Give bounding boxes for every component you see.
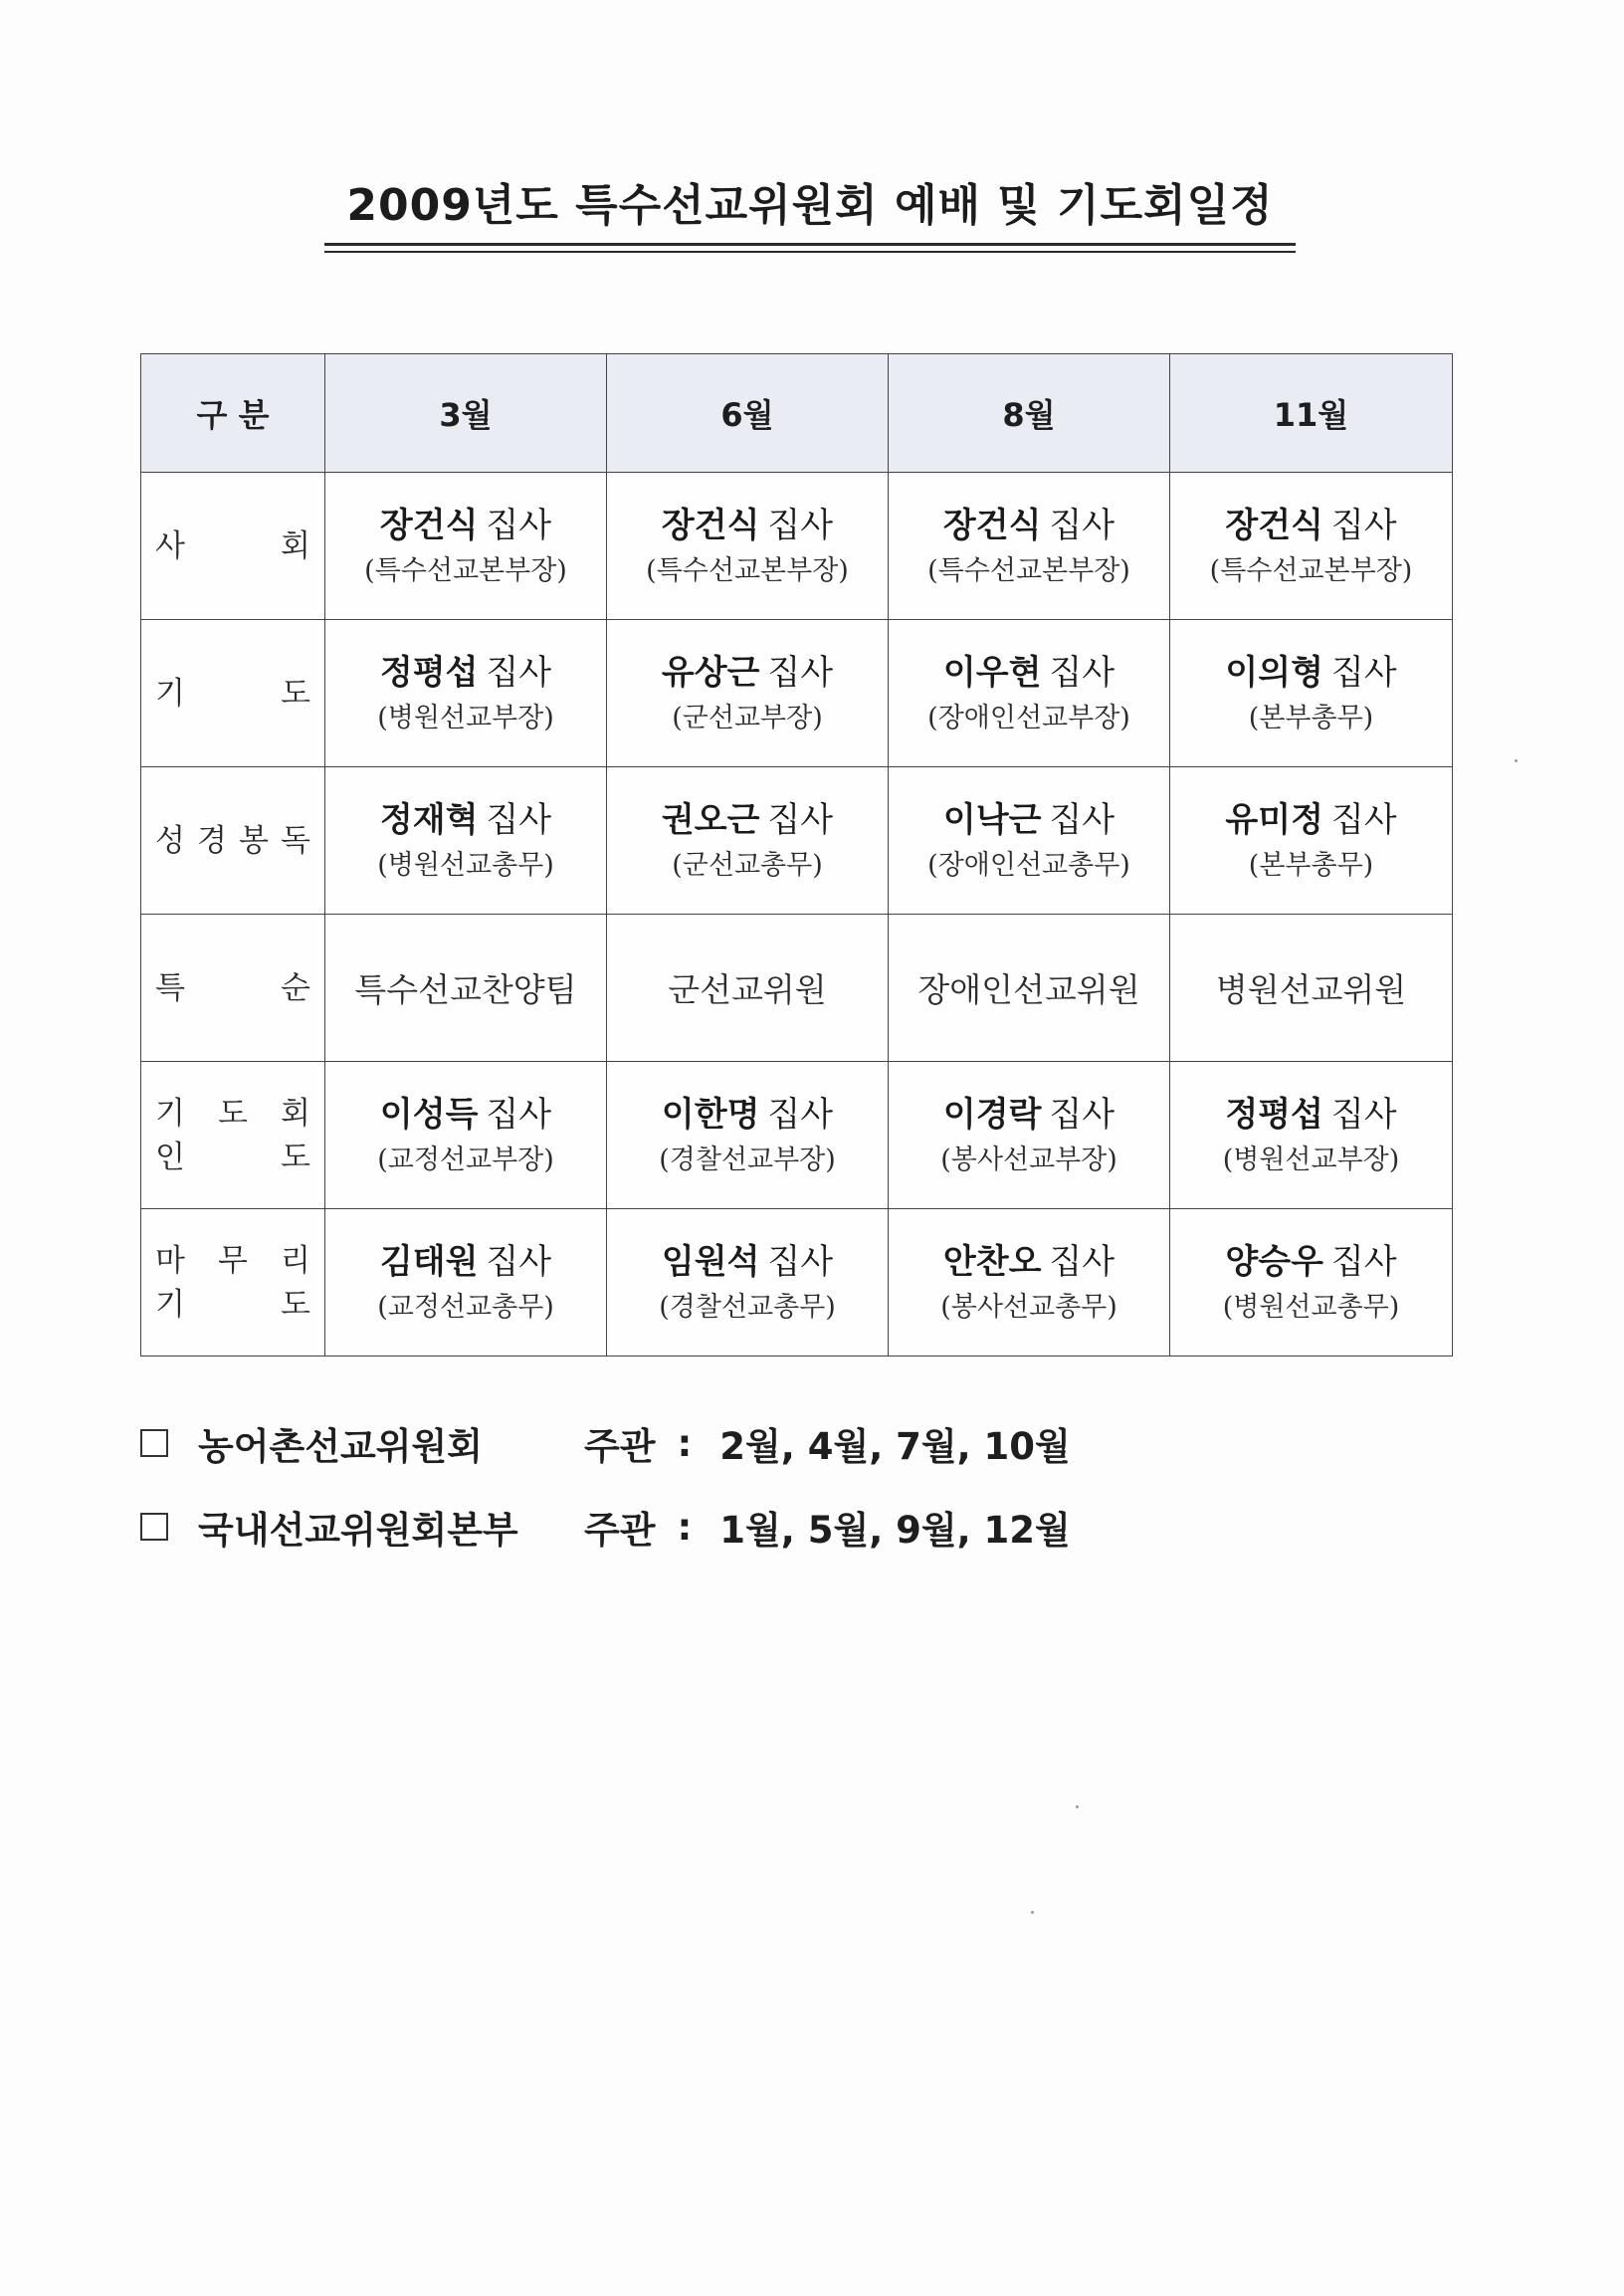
- person-role: (경찰선교총무): [659, 1291, 836, 1323]
- row-label-line: 기 도: [155, 1286, 310, 1323]
- person-role: (군선교부장): [672, 702, 823, 733]
- person-name: 김태원: [379, 1241, 479, 1282]
- table-cell: [325, 1209, 607, 1357]
- table-cell: [325, 620, 607, 767]
- note-months: 1월, 5월, 9월, 12월: [719, 1509, 1071, 1552]
- person-role: (본부총무): [1248, 702, 1374, 733]
- table-cell: [607, 620, 889, 767]
- note-organization: 농어촌선교위원회: [198, 1425, 483, 1468]
- person-name: 이의형: [1225, 652, 1323, 693]
- table-cell: [325, 1062, 607, 1209]
- person-role: (교정선교총무): [377, 1291, 554, 1323]
- header-august: 8월: [889, 354, 1170, 473]
- scan-speck: [1076, 1805, 1079, 1808]
- table-cell: [607, 473, 889, 620]
- row-label: [141, 915, 325, 1062]
- table-cell: [607, 1209, 889, 1357]
- person-role: (군선교총무): [672, 849, 823, 881]
- table-cell: [1170, 1062, 1453, 1209]
- person-role: (봉사선교총무): [940, 1291, 1117, 1323]
- note-months: 2월, 4월, 7월, 10월: [719, 1425, 1071, 1468]
- person-name: 이한명: [661, 1094, 760, 1135]
- person-name: 정재혁: [379, 799, 479, 840]
- row-label: [141, 1209, 325, 1357]
- table-cell: [889, 620, 1170, 767]
- person-role: (병원선교총무): [377, 849, 554, 881]
- note-organization: 국내선교위원회본부: [198, 1509, 518, 1552]
- table-row: [141, 1062, 1453, 1209]
- title-underline: [324, 243, 1296, 253]
- person-name: 정평섭: [379, 652, 479, 693]
- person-title: 집사: [767, 652, 834, 693]
- note-host-label: 주관: [584, 1509, 656, 1552]
- person-name: 임원석: [661, 1241, 760, 1282]
- person-title: 집사: [1049, 799, 1116, 840]
- person-title: 집사: [767, 505, 834, 545]
- person-title: 집사: [1330, 505, 1397, 545]
- row-label: [141, 473, 325, 620]
- table-row: [141, 915, 1453, 1062]
- table-cell: [325, 767, 607, 915]
- document-title: 2009년도 특수선교위원회 예배 및 기도회일정: [346, 180, 1274, 231]
- scan-speck: [1515, 759, 1518, 762]
- person-role: (경찰선교부장): [659, 1144, 836, 1175]
- person-role: (특수선교본부장): [364, 554, 567, 586]
- table-row: [141, 473, 1453, 620]
- person-name: 이경락: [942, 1094, 1042, 1135]
- person-role: (교정선교부장): [377, 1144, 554, 1175]
- header-march: 3월: [325, 354, 607, 473]
- header-june: 6월: [607, 354, 889, 473]
- person-title: 집사: [1330, 799, 1397, 840]
- scan-speck: [1031, 1911, 1034, 1914]
- table-row: [141, 767, 1453, 915]
- table-row: [141, 1209, 1453, 1357]
- person-role: (장애인선교총무): [927, 849, 1130, 881]
- person-name: 권오근: [661, 799, 760, 840]
- person-title: 집사: [1330, 1094, 1397, 1135]
- person-role: (본부총무): [1248, 849, 1374, 881]
- row-label-line: 인 도: [155, 1139, 310, 1175]
- table-cell: [1170, 767, 1453, 915]
- person-title: 집사: [1049, 505, 1116, 545]
- note-colon: :: [677, 1505, 693, 1549]
- person-role: (병원선교부장): [377, 702, 554, 733]
- table-cell: [889, 1062, 1170, 1209]
- note-item: [140, 1485, 1071, 1568]
- table-cell: [889, 915, 1170, 1062]
- row-label-line: 성 경 봉 독: [155, 822, 310, 859]
- person-title: 집사: [1330, 652, 1397, 693]
- row-label-line: 마 무 리: [155, 1242, 310, 1279]
- person-role: (장애인선교부장): [927, 702, 1130, 733]
- row-label: [141, 767, 325, 915]
- person-title: 집사: [486, 652, 552, 693]
- note-item: [140, 1401, 1071, 1485]
- table-row: [141, 620, 1453, 767]
- person-title: 집사: [767, 799, 834, 840]
- row-label-line: 사 회: [155, 527, 310, 564]
- row-label: [141, 620, 325, 767]
- table-cell: [607, 767, 889, 915]
- person-role: (특수선교본부장): [1209, 554, 1413, 586]
- row-label-line: 기 도 회: [155, 1095, 310, 1132]
- team-name: 특수선교찬양팀: [354, 970, 577, 1009]
- person-name: 안찬오: [942, 1241, 1042, 1282]
- table-header-row: [141, 354, 1453, 473]
- table-cell: [1170, 620, 1453, 767]
- table-cell: [325, 473, 607, 620]
- person-name: 장건식: [1225, 505, 1323, 545]
- team-name: 군선교위원: [668, 970, 827, 1009]
- header-november: 11월: [1170, 354, 1453, 473]
- table-cell: [889, 767, 1170, 915]
- person-title: 집사: [767, 1241, 834, 1282]
- person-role: (병원선교부장): [1222, 1144, 1400, 1175]
- person-title: 집사: [1049, 1094, 1116, 1135]
- notes-list: [140, 1401, 1071, 1568]
- person-name: 정평섭: [1225, 1094, 1323, 1135]
- note-host-label: 주관: [584, 1425, 656, 1468]
- row-label: [141, 1062, 325, 1209]
- person-name: 장건식: [942, 505, 1042, 545]
- person-role: (병원선교총무): [1222, 1291, 1400, 1323]
- person-name: 이우현: [942, 652, 1042, 693]
- person-title: 집사: [1049, 652, 1116, 693]
- person-title: 집사: [767, 1094, 834, 1135]
- table-cell: [607, 1062, 889, 1209]
- table-cell: [1170, 915, 1453, 1062]
- table-cell: [1170, 473, 1453, 620]
- table-cell: [607, 915, 889, 1062]
- person-name: 양승우: [1225, 1241, 1323, 1282]
- person-title: 집사: [1330, 1241, 1397, 1282]
- person-title: 집사: [486, 1094, 552, 1135]
- person-name: 유미정: [1225, 799, 1323, 840]
- person-name: 이낙근: [942, 799, 1042, 840]
- person-name: 장건식: [661, 505, 760, 545]
- person-title: 집사: [1049, 1241, 1116, 1282]
- team-name: 장애인선교위원: [917, 970, 1140, 1009]
- person-role: (특수선교본부장): [646, 554, 849, 586]
- person-name: 이성득: [379, 1094, 479, 1135]
- checkbox-icon: [140, 1513, 168, 1541]
- checkbox-icon: [140, 1429, 168, 1457]
- schedule-table: [140, 353, 1453, 1357]
- header-category: 구 분: [141, 354, 325, 473]
- table-cell: [889, 1209, 1170, 1357]
- person-title: 집사: [486, 799, 552, 840]
- row-label-line: 특 순: [155, 969, 310, 1006]
- note-colon: :: [677, 1421, 693, 1465]
- person-role: (특수선교본부장): [927, 554, 1130, 586]
- table-cell: [1170, 1209, 1453, 1357]
- person-title: 집사: [486, 1241, 552, 1282]
- table-cell: [325, 915, 607, 1062]
- person-name: 장건식: [379, 505, 479, 545]
- row-label-line: 기 도: [155, 675, 310, 712]
- person-role: (봉사선교부장): [940, 1144, 1117, 1175]
- team-name: 병원선교위원: [1215, 970, 1407, 1009]
- table-cell: [889, 473, 1170, 620]
- person-name: 유상근: [661, 652, 760, 693]
- person-title: 집사: [486, 505, 552, 545]
